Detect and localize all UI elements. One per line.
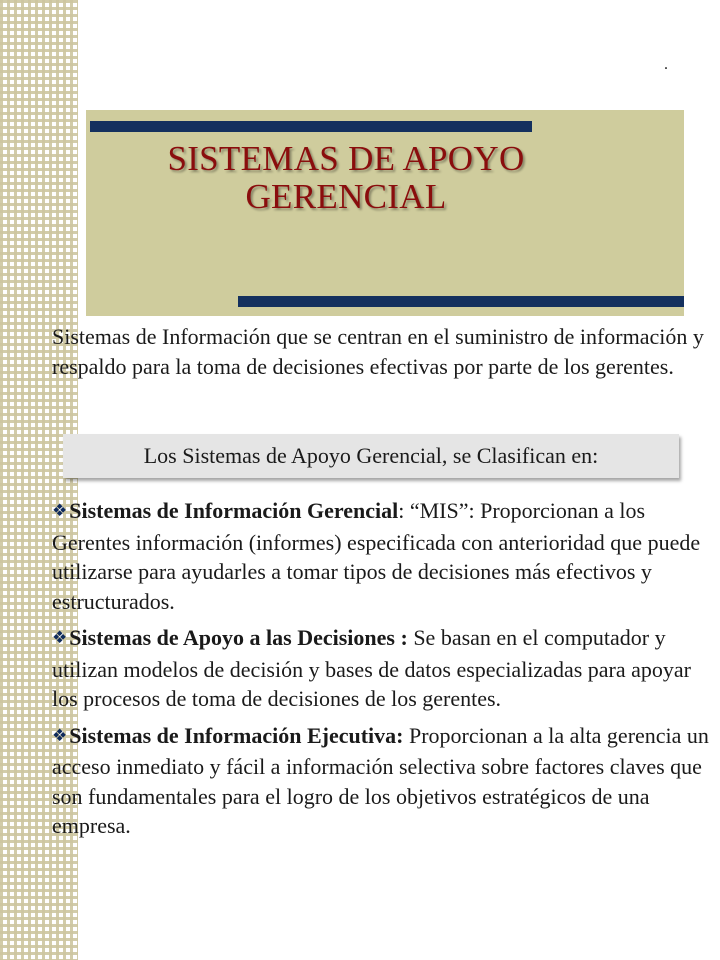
corner-mark: .: [664, 56, 668, 73]
item-separator: : “MIS”:: [398, 498, 481, 523]
item-term: Sistemas de Información Gerencial: [69, 498, 399, 523]
slide-title-line2: GERENCIAL: [245, 177, 447, 216]
item-text: Proporcionan a la alta gerencia un acceso inmediato y fácil a información selectiva sobre factores claves que son fundamentales para el logro de los objetivos estratégicos de una empresa.: [52, 722, 709, 838]
item-text: Se basan en el computador y utilizan modelos de decisión y bases de datos especializadas para apoyar los procesos de toma de decisiones de los gerentes.: [52, 625, 691, 711]
diamond-bullet-icon: ❖: [52, 628, 68, 647]
classification-heading: Los Sistemas de Apoyo Gerencial, se Clasifican en:: [63, 434, 679, 478]
item-text: Proporcionan a los Gerentes información (informes) especificada con anterioridad que puede utilizarse para ayudarles a tomar tipos de decisiones más efectivos y estructurados.: [52, 498, 701, 614]
intro-paragraph: Sistemas de Información que se centran en el suministro de información y respaldo para la toma de decisiones efectivas por parte de los gerentes.: [52, 324, 704, 379]
title-bar-top: [90, 121, 532, 132]
list-item: [52, 623, 712, 714]
list-item: [52, 721, 712, 841]
classification-list: [52, 496, 712, 848]
item-term: Sistemas de Apoyo a las Decisiones :: [69, 625, 408, 650]
diamond-bullet-icon: ❖: [52, 501, 68, 520]
diamond-bullet-icon: ❖: [52, 725, 68, 745]
item-term: Sistemas de Información Ejecutiva:: [69, 722, 404, 748]
slide-title: [86, 140, 606, 216]
slide-title-line1: SISTEMAS DE APOYO: [167, 139, 525, 178]
title-bar-bottom: [238, 296, 684, 307]
list-item: [52, 496, 712, 616]
